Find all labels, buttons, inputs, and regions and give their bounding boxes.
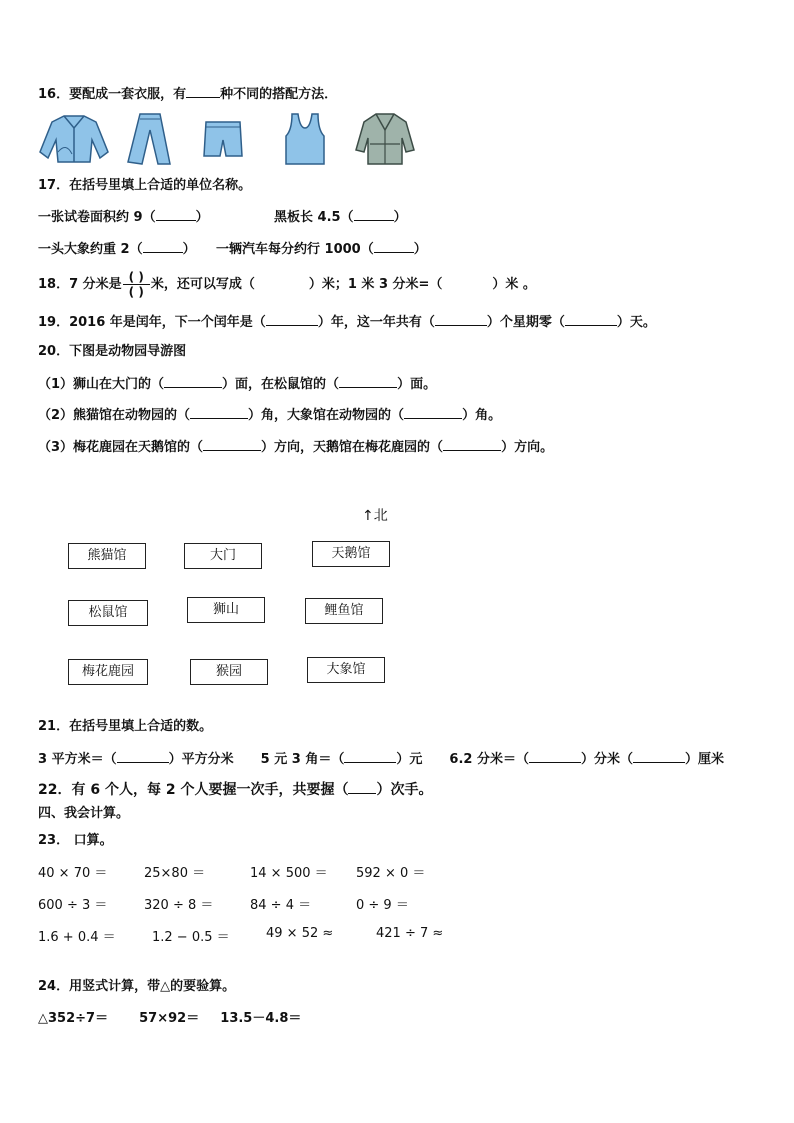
calc-item: 25×80 ＝: [144, 866, 206, 881]
q19-blank-2[interactable]: [435, 312, 487, 326]
q18-text2: 米，还可以写成（: [150, 277, 255, 292]
q20-s1b: ）面，在松鼠馆的（: [222, 377, 340, 392]
q17-a1-blank[interactable]: [156, 207, 196, 221]
q17-b1-end: ）: [182, 242, 196, 257]
q17-b2-end: ）: [413, 242, 427, 257]
q17-a2: 黑板长 4.5（: [274, 210, 354, 225]
q24-item-2: 57×92＝: [139, 1011, 200, 1026]
q20-s2-blank-2[interactable]: [404, 405, 462, 419]
q19-text3: ）个星期零（: [486, 315, 565, 330]
map-box-swan: 天鹅馆: [312, 541, 390, 567]
q17-title: 17．在括号里填上合适的单位名称。: [38, 178, 252, 193]
q20-s1a: （1）狮山在大门的（: [38, 377, 165, 392]
q20-sub-1: [38, 374, 436, 394]
q17-b2: 一辆汽车每分约行 1000（: [216, 242, 374, 257]
q16-line: [38, 84, 337, 104]
section-4-heading: 四、我会计算。: [38, 806, 130, 821]
q21-title: 21．在括号里填上合适的数。: [38, 719, 213, 734]
q21-c-mid: ）分米（: [580, 752, 633, 767]
q18-frac-den: ( ): [128, 285, 144, 299]
calc-item: 14 × 500 ＝: [250, 866, 328, 881]
q21-row: [38, 749, 724, 769]
q19-blank-1[interactable]: [266, 312, 318, 326]
calc-item: 1.2 − 0.5 ＝: [152, 930, 230, 945]
q21-b: 5 元 3 角＝（: [260, 752, 345, 767]
q21-b-end: ）元: [396, 752, 423, 767]
q17-a1: 一张试卷面积约 9（: [38, 210, 156, 225]
q20-s3-blank-1[interactable]: [203, 437, 261, 451]
coat-icon: [354, 112, 416, 166]
q22-text1: 22．有 6 个人，每 2 个人要握一次手，共要握（: [38, 782, 349, 798]
q16-text-before: 16．要配成一套衣服，有: [38, 87, 187, 102]
q18-fraction[interactable]: [123, 271, 150, 298]
q21-a: 3 平方米＝（: [38, 752, 117, 767]
tank-top-icon: [282, 112, 328, 166]
q19-text4: ）天。: [616, 315, 656, 330]
q21-c-end: ）厘米: [684, 752, 724, 767]
q17-a2-end: ）: [393, 210, 407, 225]
q20-s2c: ）角。: [462, 408, 502, 423]
q17-b1-blank[interactable]: [143, 239, 183, 253]
q19-text1: 19．2016 年是闰年，下一个闰年是（: [38, 315, 266, 330]
q22-line: [38, 780, 432, 799]
q24-item-1: △352÷7＝: [38, 1011, 109, 1026]
calc-item: 49 × 52 ≈: [266, 926, 334, 941]
q20-title: 20．下图是动物园导游图: [38, 344, 187, 359]
q17-b2-blank[interactable]: [374, 239, 414, 253]
q23-title: 23． 口算。: [38, 833, 113, 848]
trousers-icon: [124, 112, 174, 166]
map-box-elephant: 大象馆: [307, 657, 385, 683]
q17-row-1: [38, 207, 209, 227]
q24-title: 24．用竖式计算，带△的要验算。: [38, 979, 236, 994]
q21-a-end: ）平方分米: [168, 752, 234, 767]
q21-blank-a[interactable]: [117, 749, 169, 763]
q19-text2: ）年，这一年共有（: [317, 315, 435, 330]
calc-item: 1.6 + 0.4 ＝: [38, 930, 116, 945]
q18-text3: ）米；1 米 3 分米=（: [308, 277, 443, 292]
q21-blank-c1[interactable]: [529, 749, 581, 763]
q20-s2a: （2）熊猫馆在动物园的（: [38, 408, 191, 423]
calc-item: 421 ÷ 7 ≈: [376, 926, 444, 941]
q17-row-1b: [274, 207, 407, 227]
calc-item: 40 × 70 ＝: [38, 866, 108, 881]
q18-text4: ）米 。: [492, 277, 536, 292]
q17-a2-blank[interactable]: [354, 207, 394, 221]
calc-item: 0 ÷ 9 ＝: [356, 898, 409, 913]
north-arrow: ↑北: [362, 508, 388, 524]
q22-text2: ）次手。: [376, 782, 433, 798]
q17-row-2b: [216, 239, 427, 259]
q17-b1: 一头大象约重 2（: [38, 242, 143, 257]
map-box-panda: 熊猫馆: [68, 543, 146, 569]
q18-text1: 18．7 分米是: [38, 277, 122, 292]
q21-blank-b[interactable]: [344, 749, 396, 763]
q20-s1c: ）面。: [397, 377, 437, 392]
calc-item: 592 × 0 ＝: [356, 866, 426, 881]
q21-blank-c2[interactable]: [633, 749, 685, 763]
q20-s2-blank-1[interactable]: [190, 405, 248, 419]
q20-s3c: ）方向。: [501, 440, 554, 455]
q18-line: [38, 270, 536, 300]
map-box-gate: 大门: [184, 543, 262, 569]
map-box-squirrel: 松鼠馆: [68, 600, 148, 626]
q22-blank[interactable]: [348, 780, 376, 794]
q21-c: 6.2 分米＝（: [449, 752, 529, 767]
q20-s1-blank-1[interactable]: [164, 374, 222, 388]
calc-item: 84 ÷ 4 ＝: [250, 898, 312, 913]
q24-items: [38, 1010, 301, 1028]
q19-line: [38, 312, 656, 332]
q20-s3-blank-2[interactable]: [443, 437, 501, 451]
q20-s1-blank-2[interactable]: [339, 374, 397, 388]
q17-a1-end: ）: [195, 210, 209, 225]
q20-s2b: ）角，大象馆在动物园的（: [248, 408, 405, 423]
shorts-icon: [200, 112, 246, 166]
q20-sub-3: [38, 437, 553, 457]
calc-item: 600 ÷ 3 ＝: [38, 898, 108, 913]
q20-s3a: （3）梅花鹿园在天鹅馆的（: [38, 440, 204, 455]
map-box-lion: 狮山: [187, 597, 265, 623]
q19-blank-3[interactable]: [565, 312, 617, 326]
map-box-carp: 鲤鱼馆: [305, 598, 383, 624]
q17-row-2: [38, 239, 196, 259]
q20-s3b: ）方向，天鹅馆在梅花鹿园的（: [261, 440, 444, 455]
q16-blank[interactable]: [186, 84, 220, 98]
map-box-deer: 梅花鹿园: [68, 659, 148, 685]
map-box-monkey: 猴园: [190, 659, 268, 685]
q18-frac-num: ( ): [128, 270, 144, 284]
q20-sub-2: [38, 405, 501, 425]
jacket-icon: [38, 112, 110, 166]
q24-item-3: 13.5－4.8＝: [220, 1011, 302, 1026]
calc-item: 320 ÷ 8 ＝: [144, 898, 214, 913]
q16-text-after: 种不同的搭配方法．: [220, 87, 338, 102]
